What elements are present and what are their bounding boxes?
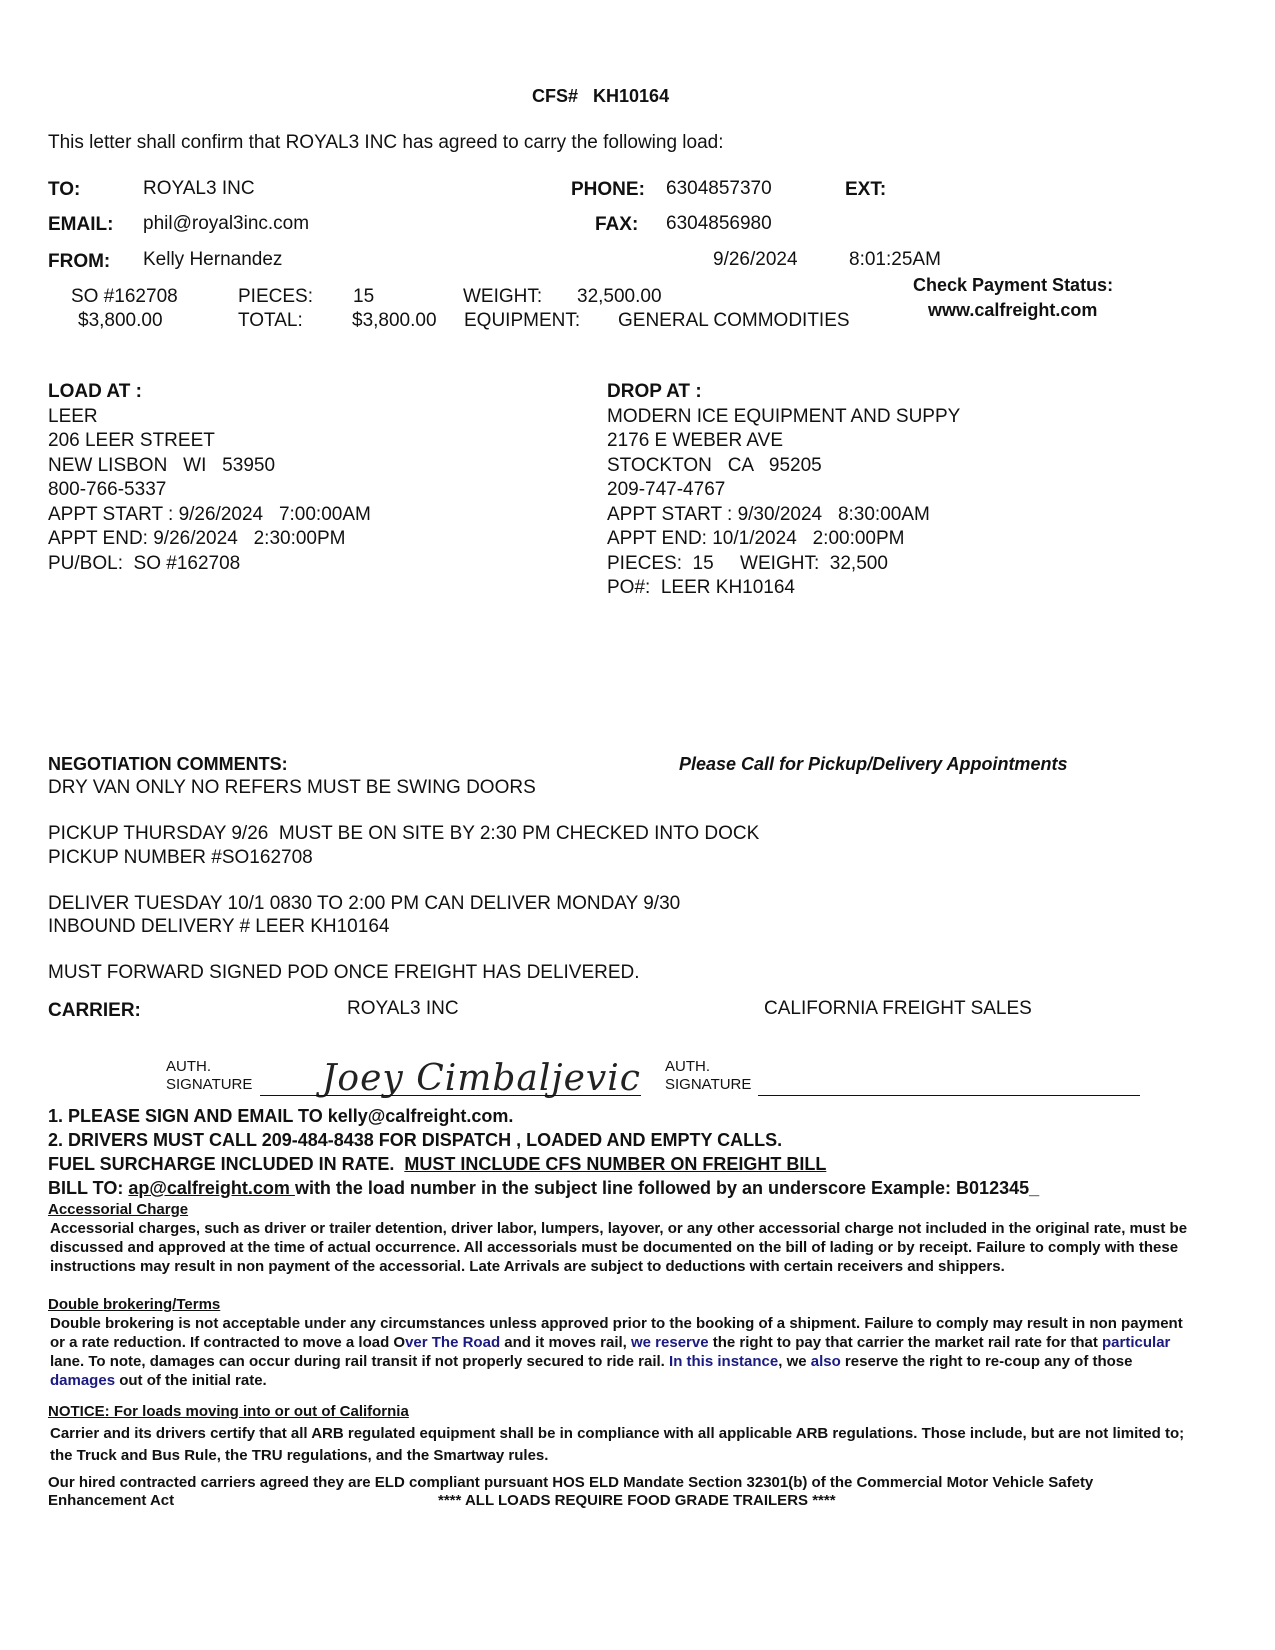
total-value: $3,800.00 (352, 310, 437, 331)
comment-line: DELIVER TUESDAY 10/1 0830 TO 2:00 PM CAN DELIVER MONDAY 9/30 (48, 892, 681, 914)
auth-signature-label-broker: AUTH. SIGNATURE (665, 1058, 752, 1093)
load-at-line: 800-766-5337 (48, 479, 167, 500)
total-label: TOTAL: (238, 310, 303, 331)
load-at-line: APPT END: 9/26/2024 2:30:00PM (48, 528, 346, 549)
call-note: Please Call for Pickup/Delivery Appointments (679, 754, 1068, 774)
notice-text: Carrier and its drivers certify that all ARB regulated equipment shall be in compliance with all applicable ARB regulations. Those include, but are not limited to; the Truck and Bus Rule, the TRU regulations, and the Smartway rules. (50, 1425, 1185, 1464)
fax-value: 6304856980 (666, 213, 772, 234)
to-label: TO: (48, 179, 81, 200)
load-at-line: 206 LEER STREET (48, 430, 215, 451)
eld-compliance-text: Our hired contracted carriers agreed they are ELD compliant pursuant HOS ELD Mandate Section 32301(b) of the Commercial Motor Vehicle Safety (48, 1474, 1094, 1491)
equipment-value: GENERAL COMMODITIES (618, 310, 850, 331)
instruction-sign-email: 1. PLEASE SIGN AND EMAIL TO kelly@calfreight.com. (48, 1106, 514, 1126)
comment-line: MUST FORWARD SIGNED POD ONCE FREIGHT HAS DELIVERED. (48, 962, 640, 984)
equipment-label: EQUIPMENT: (464, 310, 581, 331)
double-brokering-heading: Double brokering/Terms (48, 1296, 221, 1313)
broker-signature-line[interactable] (758, 1095, 1140, 1096)
drop-at-line: MODERN ICE EQUIPMENT AND SUPPY (607, 405, 961, 427)
rate-value: $3,800.00 (78, 310, 163, 331)
from-label: FROM: (48, 251, 111, 272)
broker-name: CALIFORNIA FREIGHT SALES (764, 998, 1032, 1019)
comment-line (48, 799, 759, 822)
drop-at-heading: DROP AT : (607, 381, 702, 402)
phone-value: 6304857370 (666, 178, 772, 199)
food-grade-notice: **** ALL LOADS REQUIRE FOOD GRADE TRAILERS **** (438, 1492, 836, 1509)
weight-value: 32,500.00 (577, 286, 662, 307)
phone-label: PHONE: (571, 179, 645, 200)
instruction-fuel: FUEL SURCHARGE INCLUDED IN RATE. MUST INCLUDE CFS NUMBER ON FREIGHT BILL (48, 1154, 827, 1174)
letter-date: 9/26/2024 (713, 249, 798, 270)
eld-compliance-text-2: Enhancement Act (48, 1492, 175, 1509)
so-number: SO #162708 (71, 286, 178, 307)
drop-at-line: APPT START : 9/30/2024 8:30:00AM (607, 503, 930, 525)
payment-status-url[interactable]: www.calfreight.com (928, 300, 1098, 320)
carrier-signature: Joey Cimbaljevic (322, 1058, 641, 1099)
double-brokering-text: Double brokering is not acceptable under any circumstances unless approved prior to the booking of a shipment. Failure to comply may result in non payment or a rate reduction. If contracted to move a load Over The Road and it moves rail, we reserve the right to pay that carrier the market rail rate for that particular lane. To note, damages can occur during rail transit if not properly secured to ride rail. In this instance, we also reserve the right to re-coup any of those damages out of the initial rate. (50, 1315, 1183, 1389)
intro-text: This letter shall confirm that ROYAL3 INC has agreed to carry the following load: (48, 132, 724, 153)
instruction-driver-calls: 2. DRIVERS MUST CALL 209-484-8438 FOR DISPATCH , LOADED AND EMPTY CALLS. (48, 1130, 783, 1150)
comment-line (48, 869, 759, 892)
pieces-value: 15 (353, 286, 375, 307)
email-label: EMAIL: (48, 214, 114, 235)
carrier-name: ROYAL3 INC (347, 998, 459, 1019)
negotiation-comments (48, 776, 759, 985)
fax-label: FAX: (595, 214, 639, 235)
drop-at-line: PIECES: 15 WEIGHT: 32,500 (607, 552, 888, 574)
carrier-signature-line[interactable] (260, 1095, 641, 1096)
bill-to-email-link[interactable]: ap@calfreight.com (128, 1178, 295, 1198)
load-at-line: PU/BOL: SO #162708 (48, 552, 241, 574)
notice-heading: NOTICE: For loads moving into or out of California (48, 1403, 409, 1420)
accessorial-text: Accessorial charges, such as driver or trailer detention, driver labor, lumpers, layover, or any other accessorial charge not included in the original rate, must be discussed and approved at the time of actual occurrence. All accessorials must be documented on the bill of lading or by receipt. Failure to comply with these instructions may result in non payment of the accessorial. Late Arrivals are subject to deductions with certain receivers and shippers. (50, 1220, 1188, 1275)
drop-at-line: APPT END: 10/1/2024 2:00:00PM (607, 528, 905, 549)
comment-line: PICKUP NUMBER #SO162708 (48, 846, 313, 868)
pieces-label: PIECES: (238, 286, 313, 307)
load-at-line: LEER (48, 405, 98, 427)
comment-line: DRY VAN ONLY NO REFERS MUST BE SWING DOORS (48, 777, 536, 798)
drop-at-line: PO#: LEER KH10164 (607, 577, 795, 598)
cfs-number-requirement: MUST INCLUDE CFS NUMBER ON FREIGHT BILL (404, 1154, 827, 1174)
to-value: ROYAL3 INC (143, 178, 255, 199)
load-at-heading: LOAD AT : (48, 381, 142, 402)
ext-label: EXT: (845, 179, 887, 200)
load-at-section (48, 380, 371, 576)
auth-signature-label-carrier: AUTH. SIGNATURE (166, 1058, 253, 1093)
drop-at-line: 209-747-4767 (607, 479, 726, 500)
email-value: phil@royal3inc.com (143, 213, 310, 234)
payment-status-label: Check Payment Status: (913, 275, 1114, 295)
from-value: Kelly Hernandez (143, 249, 283, 270)
bill-to-line: BILL TO: ap@calfreight.com with the load number in the subject line followed by an underscore Example: B012345_ (48, 1178, 1040, 1198)
accessorial-heading: Accessorial Charge (48, 1201, 189, 1218)
load-at-line: NEW LISBON WI 53950 (48, 454, 276, 476)
comment-line (48, 938, 759, 961)
negotiation-heading: NEGOTIATION COMMENTS: (48, 754, 288, 774)
cfs-label: CFS# KH10164 (532, 86, 670, 106)
weight-label: WEIGHT: (463, 286, 543, 307)
drop-at-line: STOCKTON CA 95205 (607, 454, 822, 476)
comment-line: INBOUND DELIVERY # LEER KH10164 (48, 916, 390, 938)
letter-time: 8:01:25AM (849, 249, 941, 270)
comment-line: PICKUP THURSDAY 9/26 MUST BE ON SITE BY 2:30 PM CHECKED INTO DOCK (48, 823, 760, 845)
drop-at-line: 2176 E WEBER AVE (607, 430, 784, 451)
drop-at-section (607, 380, 960, 601)
load-at-line: APPT START : 9/26/2024 7:00:00AM (48, 503, 371, 525)
cfs-number: KH10164 (593, 86, 670, 106)
carrier-label: CARRIER: (48, 1000, 141, 1021)
